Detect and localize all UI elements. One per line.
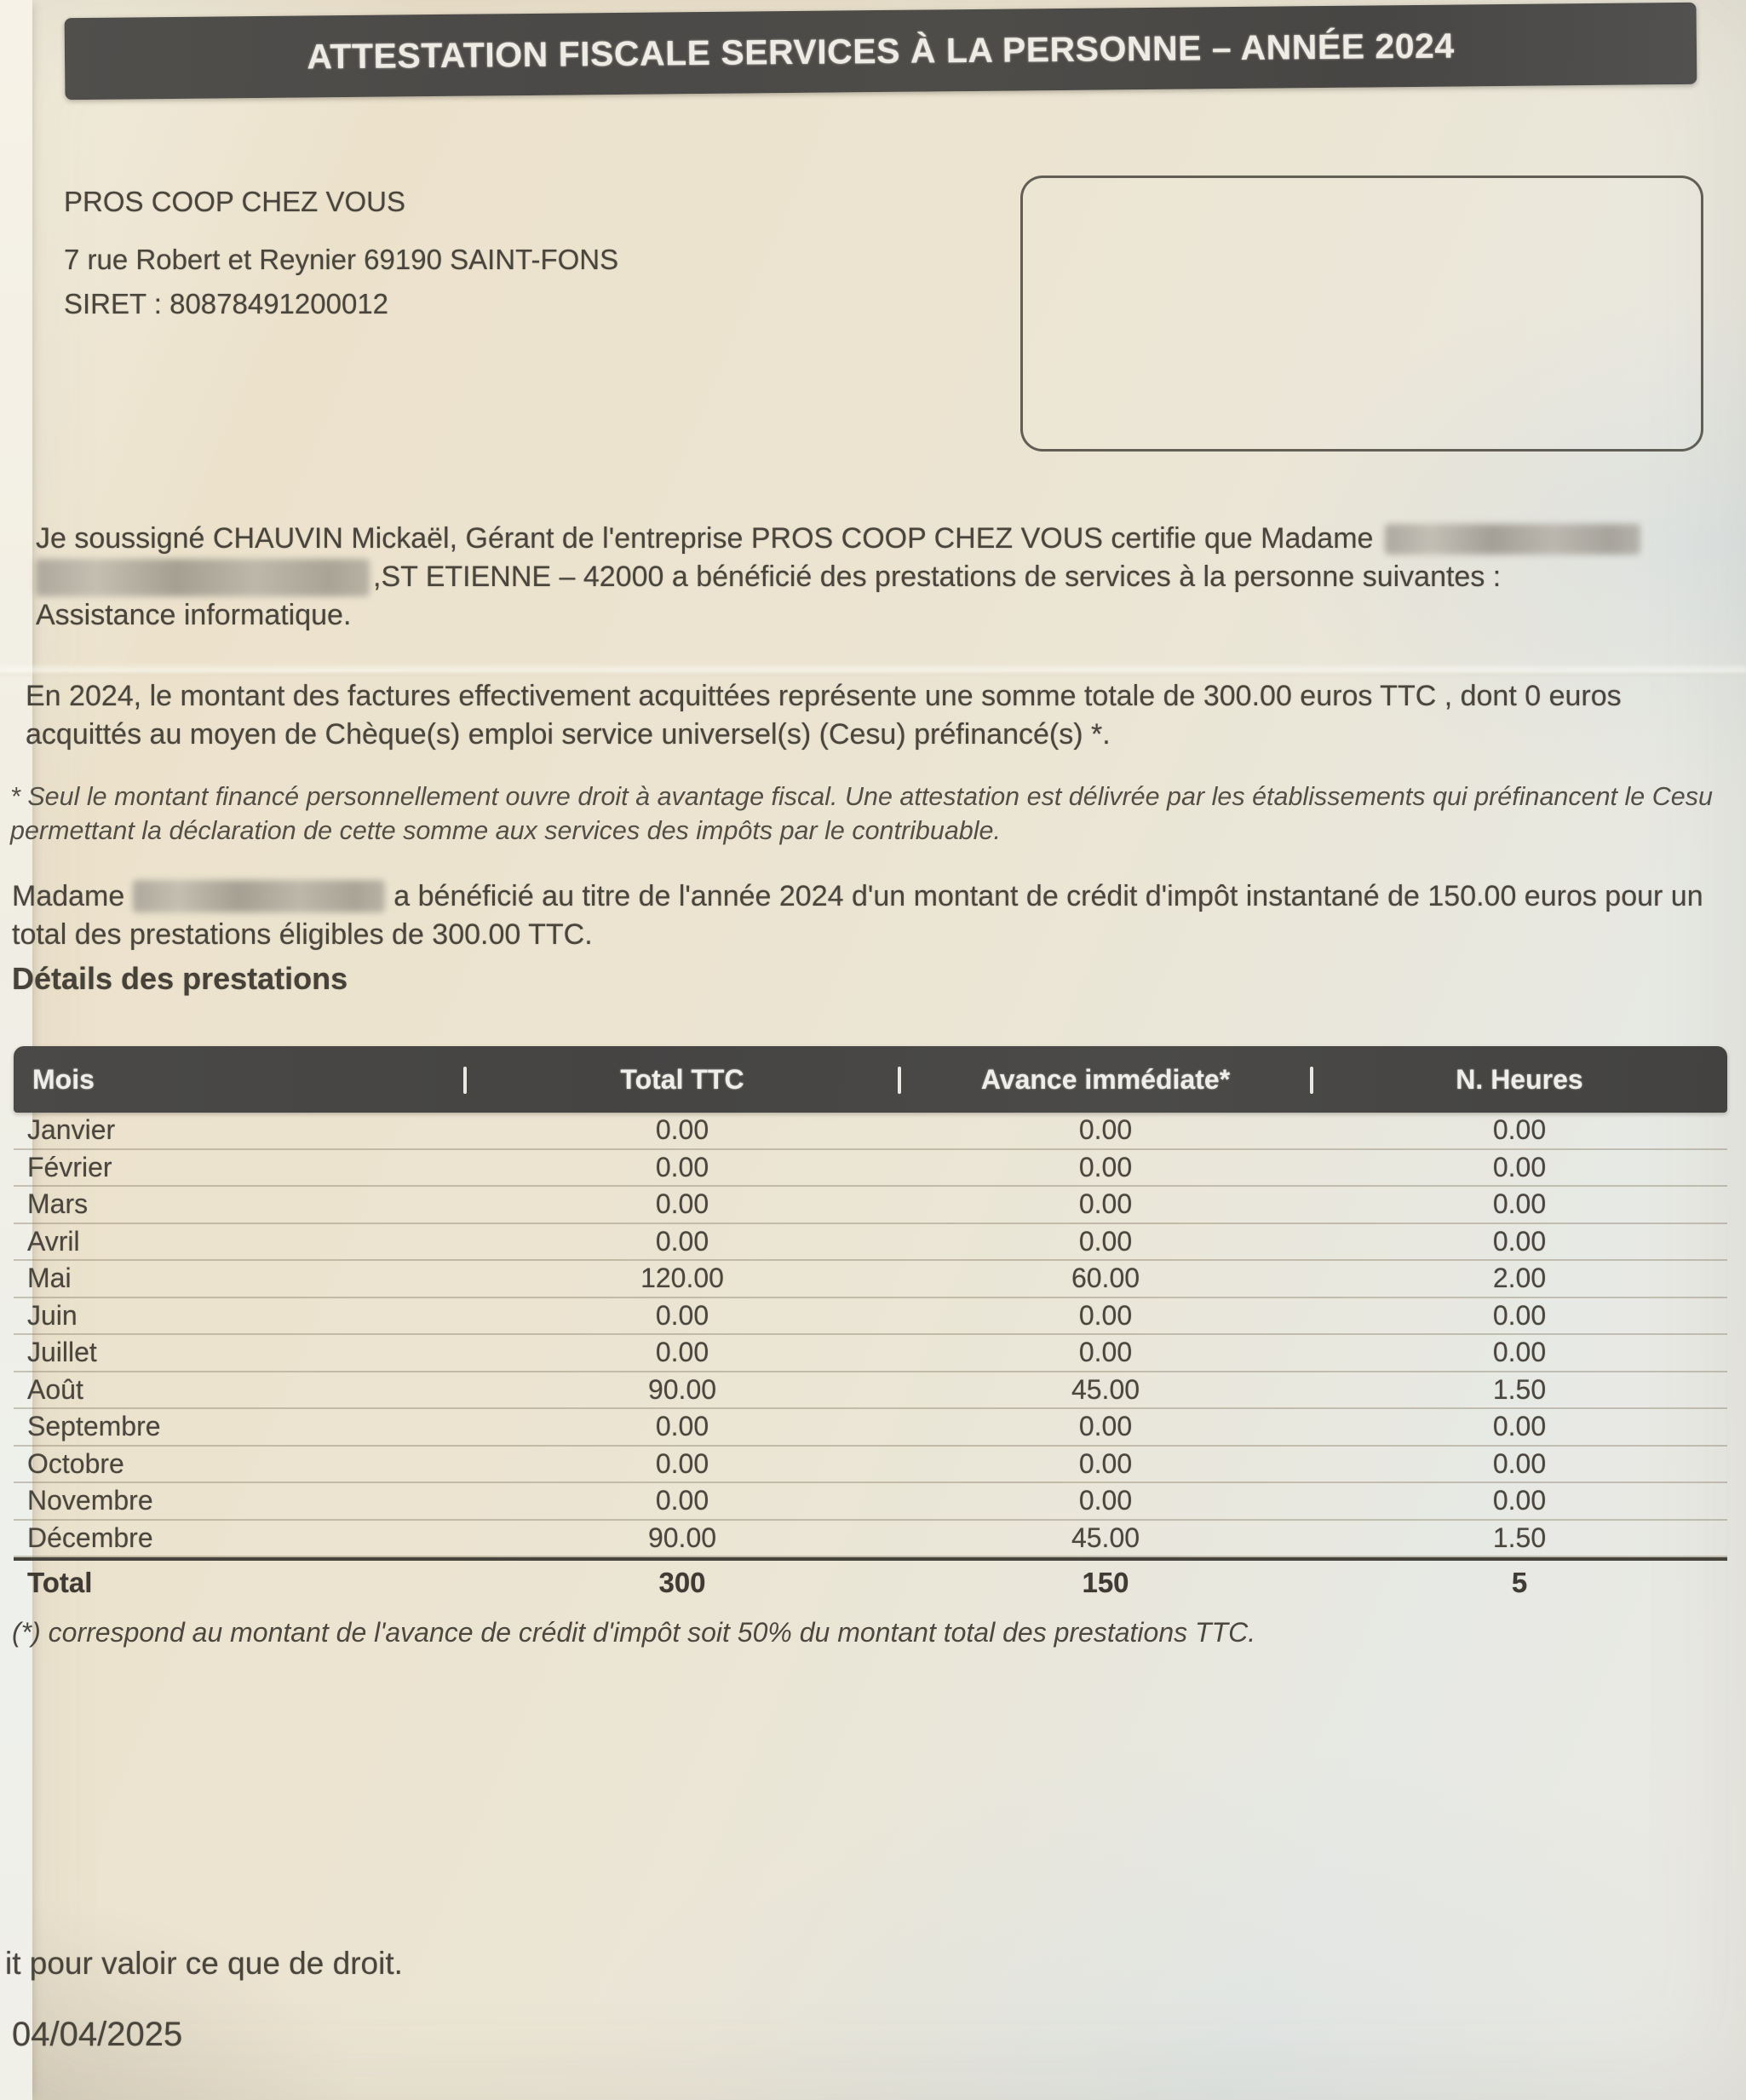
- header-total: Total TTC: [620, 1063, 744, 1095]
- company-block: [64, 181, 618, 325]
- redacted-address: [36, 559, 370, 596]
- cell-heures: 0.00: [1492, 1225, 1547, 1257]
- cell-avance: 45.00: [1071, 1373, 1140, 1405]
- header-avance: Avance immédiate*: [980, 1063, 1231, 1095]
- intro-paragraph: [36, 520, 1726, 635]
- header-heures: N. Heures: [1456, 1063, 1583, 1095]
- recipient-stamp-box: [1020, 175, 1703, 452]
- table-row: [14, 1409, 1727, 1447]
- cell-total-ttc: 0.00: [655, 1447, 709, 1479]
- cell-mois: Février: [27, 1151, 112, 1182]
- cell-total-ttc: 0.00: [655, 1485, 709, 1516]
- cell-avance: 0.00: [1078, 1411, 1133, 1442]
- cell-avance: 0.00: [1078, 1225, 1133, 1257]
- cell-mois: Mai: [27, 1263, 72, 1294]
- cell-avance: 0.00: [1078, 1485, 1133, 1516]
- table-row: [14, 1150, 1727, 1188]
- cell-avance: 0.00: [1078, 1188, 1133, 1220]
- cell-heures: 2.00: [1492, 1263, 1547, 1294]
- credit-text-after: a bénéficié au titre de l'année 2024 d'un montant de crédit d'impôt instantané de 150.00 euros pour un total des prestations éligibles de 300.00 TTC.: [12, 880, 1703, 951]
- cell-mois: Décembre: [27, 1522, 153, 1553]
- cell-heures: 0.00: [1492, 1485, 1547, 1516]
- cell-heures: 0.00: [1492, 1411, 1547, 1442]
- total-heures-value: 5: [1511, 1567, 1528, 1598]
- cell-total-ttc: 120.00: [640, 1263, 724, 1294]
- table-row: [14, 1261, 1727, 1298]
- table-row: [14, 1187, 1727, 1224]
- intro-text-after: ,ST ETIENNE – 42000 a bénéficié des prestations de services à la personne suivantes :: [373, 561, 1502, 593]
- company-address: 7 rue Robert et Reynier 69190 SAINT-FONS: [64, 244, 619, 275]
- table-row: [14, 1224, 1727, 1262]
- cell-total-ttc: 90.00: [647, 1373, 717, 1405]
- cell-total-ttc: 0.00: [655, 1114, 709, 1146]
- cell-heures: 0.00: [1492, 1299, 1547, 1331]
- intro-text-before: Je soussigné CHAUVIN Mickaël, Gérant de l'entreprise PROS COOP CHEZ VOUS certifie que Madame: [36, 522, 1374, 555]
- cell-heures: 1.50: [1492, 1522, 1547, 1553]
- table-footnote: (*) correspond au montant de l'avance de crédit d'impôt soit 50% du montant total des prestations TTC.: [12, 1617, 1256, 1648]
- table-row: [14, 1298, 1727, 1336]
- cell-avance: 0.00: [1078, 1151, 1133, 1182]
- company-name: PROS COOP CHEZ VOUS: [64, 186, 405, 217]
- table-row: [14, 1113, 1727, 1150]
- cell-total-ttc: 0.00: [655, 1337, 709, 1368]
- cesu-disclaimer: * Seul le montant financé personnellement ouvre droit à avantage fiscal. Une attestation est délivrée par les établissements qui préfinancent le Cesu permettant la déclaration de cette somme aux services des impôts par le contribuable.: [10, 782, 1713, 845]
- cell-heures: 1.50: [1492, 1373, 1547, 1405]
- table-row: [14, 1335, 1727, 1372]
- cell-total-ttc: 0.00: [655, 1225, 709, 1257]
- cell-mois: Septembre: [27, 1411, 161, 1442]
- redacted-name: [133, 880, 385, 912]
- cell-avance: 0.00: [1078, 1114, 1133, 1146]
- table-row: [14, 1521, 1727, 1558]
- cell-total-ttc: 0.00: [655, 1411, 709, 1442]
- cell-total-ttc: 90.00: [647, 1522, 717, 1553]
- column-separator: [1310, 1067, 1313, 1094]
- title-banner: [65, 3, 1697, 100]
- table-header-row: [14, 1046, 1727, 1113]
- company-siret: SIRET : 80878491200012: [64, 288, 389, 319]
- total-label: Total: [27, 1567, 93, 1598]
- cell-heures: 0.00: [1492, 1447, 1547, 1479]
- cell-heures: 0.00: [1492, 1188, 1547, 1220]
- cell-mois: Janvier: [27, 1114, 116, 1146]
- cell-total-ttc: 0.00: [655, 1151, 709, 1182]
- redacted-name: [1385, 524, 1640, 555]
- table-row: [14, 1447, 1727, 1484]
- paper-crease: [0, 663, 1746, 676]
- closing-line: it pour valoir ce que de droit.: [5, 1946, 403, 1981]
- table-body: [14, 1113, 1727, 1557]
- cell-avance: 0.00: [1078, 1337, 1133, 1368]
- cell-mois: Juin: [27, 1299, 78, 1331]
- table-row: [14, 1483, 1727, 1521]
- prestations-table: [14, 1046, 1727, 1605]
- amounts-paragraph: En 2024, le montant des factures effectivement acquittées représente une somme totale de 300.00 euros TTC , dont 0 euros acquittés au moyen de Chèque(s) emploi service universel(s) (Cesu) préfinancé(s) *.: [26, 680, 1622, 751]
- cell-total-ttc: 0.00: [655, 1188, 709, 1220]
- cell-mois: Mars: [27, 1188, 89, 1220]
- credit-text-before: Madame: [12, 880, 125, 912]
- total-ttc-value: 300: [658, 1567, 706, 1598]
- cell-mois: Novembre: [27, 1485, 153, 1516]
- column-separator: [898, 1067, 901, 1094]
- document-date: 04/04/2025: [12, 2016, 183, 2053]
- total-avance-value: 150: [1082, 1567, 1129, 1598]
- cell-mois: Octobre: [27, 1447, 124, 1479]
- cell-avance: 0.00: [1078, 1447, 1133, 1479]
- header-mois: Mois: [32, 1063, 95, 1095]
- document-title: ATTESTATION FISCALE SERVICES À LA PERSONNE – ANNÉE 2024: [307, 26, 1455, 76]
- table-row: [14, 1372, 1727, 1410]
- cell-avance: 60.00: [1071, 1263, 1140, 1294]
- cell-avance: 45.00: [1071, 1522, 1140, 1553]
- cell-total-ttc: 0.00: [655, 1299, 709, 1331]
- column-separator: [463, 1067, 467, 1094]
- cell-mois: Août: [27, 1373, 83, 1405]
- cell-heures: 0.00: [1492, 1114, 1547, 1146]
- cell-mois: Juillet: [27, 1337, 97, 1368]
- cell-heures: 0.00: [1492, 1151, 1547, 1182]
- details-heading: Détails des prestations: [12, 961, 348, 996]
- cell-mois: Avril: [27, 1225, 80, 1257]
- credit-paragraph: [12, 877, 1724, 954]
- cell-avance: 0.00: [1078, 1299, 1133, 1331]
- table-total-row: [14, 1557, 1727, 1605]
- service-line: Assistance informatique.: [36, 599, 352, 631]
- cell-heures: 0.00: [1492, 1337, 1547, 1368]
